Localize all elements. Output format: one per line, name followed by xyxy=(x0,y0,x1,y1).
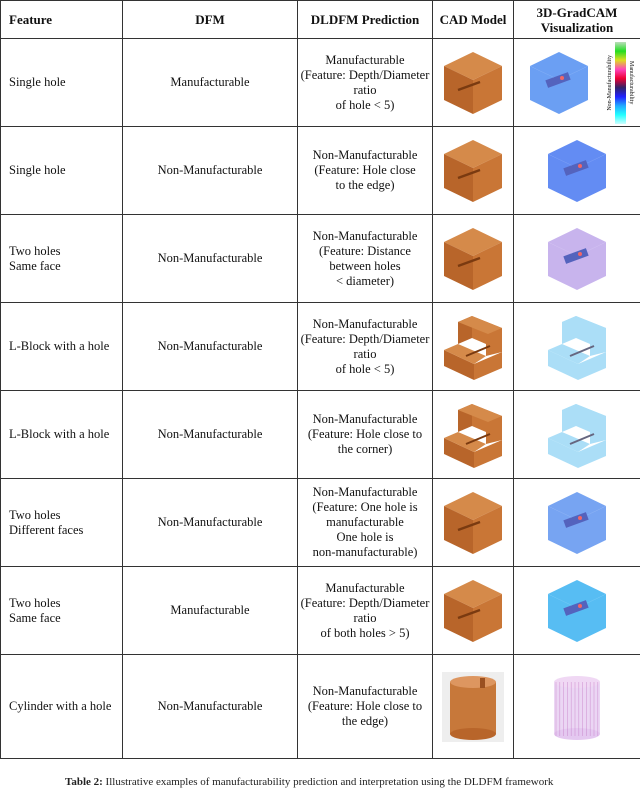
colorbar-bottom-label: Non-Manufacturability xyxy=(607,55,613,111)
gradcam-cylinder xyxy=(544,670,610,744)
table-row xyxy=(1,479,640,567)
prediction-cell: Non-Manufacturable (Feature: Distance between holes < diameter) xyxy=(298,215,433,303)
gradcam-lblock xyxy=(544,312,610,382)
feature-cell: Single hole xyxy=(1,39,123,127)
gradcam-cell xyxy=(514,655,640,759)
gradcam-cube xyxy=(544,576,610,646)
gradcam-cell xyxy=(514,39,640,127)
cad-model-cell xyxy=(433,391,514,479)
feature-cell: Two holes Different faces xyxy=(1,479,123,567)
dfm-cell: Non-Manufacturable xyxy=(123,655,298,759)
cad-model-cell xyxy=(433,655,514,759)
feature-cell: L-Block with a hole xyxy=(1,303,123,391)
gradcam-lblock xyxy=(544,400,610,470)
cad-model-cell xyxy=(433,127,514,215)
dfm-cell: Non-Manufacturable xyxy=(123,303,298,391)
dfm-cell: Non-Manufacturable xyxy=(123,215,298,303)
gradcam-cell xyxy=(514,127,640,215)
cad-cylinder xyxy=(440,670,506,744)
table-row xyxy=(1,391,640,479)
header-prediction: DLDFM Prediction xyxy=(298,1,433,39)
cad-model-cell xyxy=(433,215,514,303)
gradcam-cell xyxy=(514,303,640,391)
cad-lblock xyxy=(440,312,506,382)
caption-text: Illustrative examples of manufacturability prediction and interpretation using the DLDFM framework xyxy=(106,776,554,788)
gradcam-cube xyxy=(544,136,610,206)
gradcam-cube xyxy=(544,488,610,558)
cad-cube xyxy=(440,488,506,558)
gradcam-cube xyxy=(526,48,592,118)
header-cad: CAD Model xyxy=(433,1,514,39)
feature-cell: Single hole xyxy=(1,127,123,215)
cad-cube xyxy=(440,224,506,294)
cad-model-cell xyxy=(433,479,514,567)
table-row xyxy=(1,303,640,391)
feature-cell: Two holes Same face xyxy=(1,567,123,655)
cad-model-cell xyxy=(433,567,514,655)
prediction-cell: Manufacturable (Feature: Depth/Diameter ratio of both holes > 5) xyxy=(298,567,433,655)
caption-label: Table 2: xyxy=(65,776,103,788)
gradcam-cell xyxy=(514,479,640,567)
dfm-cell: Non-Manufacturable xyxy=(123,479,298,567)
cad-lblock xyxy=(440,400,506,470)
gradcam-cube xyxy=(544,224,610,294)
feature-cell: Two holes Same face xyxy=(1,215,123,303)
dfm-cell: Non-Manufacturable xyxy=(123,391,298,479)
table-row xyxy=(1,39,640,127)
header-feature: Feature xyxy=(1,1,123,39)
prediction-cell: Non-Manufacturable (Feature: Hole close to the edge) xyxy=(298,127,433,215)
cad-cube xyxy=(440,48,506,118)
feature-cell: L-Block with a hole xyxy=(1,391,123,479)
colorbar-gradient xyxy=(615,42,626,124)
dfm-cell: Non-Manufacturable xyxy=(123,127,298,215)
table-row xyxy=(1,567,640,655)
prediction-cell: Non-Manufacturable (Feature: Depth/Diameter ratio of hole < 5) xyxy=(298,303,433,391)
dfm-cell: Manufacturable xyxy=(123,567,298,655)
feature-cell: Cylinder with a hole xyxy=(1,655,123,759)
prediction-cell: Non-Manufacturable (Feature: Hole close to the corner) xyxy=(298,391,433,479)
prediction-cell: Non-Manufacturable (Feature: One hole is manufacturable One hole is non-manufacturable) xyxy=(298,479,433,567)
cad-model-cell xyxy=(433,39,514,127)
table-caption xyxy=(65,776,553,788)
prediction-cell: Manufacturable (Feature: Depth/Diameter ratio of hole < 5) xyxy=(298,39,433,127)
gradcam-cell xyxy=(514,391,640,479)
cad-cube xyxy=(440,136,506,206)
table-row xyxy=(1,655,640,759)
prediction-cell: Non-Manufacturable (Feature: Hole close to the edge) xyxy=(298,655,433,759)
table-row xyxy=(1,215,640,303)
cad-model-cell xyxy=(433,303,514,391)
gradcam-cell xyxy=(514,567,640,655)
colorbar xyxy=(607,42,640,124)
colorbar-top-label: Manufacturability xyxy=(628,61,634,104)
header-gradcam: 3D-GradCAM Visualization xyxy=(514,1,640,39)
gradcam-cell xyxy=(514,215,640,303)
cad-cube xyxy=(440,576,506,646)
dfm-cell: Manufacturable xyxy=(123,39,298,127)
header-dfm: DFM xyxy=(123,1,298,39)
table-row xyxy=(1,127,640,215)
